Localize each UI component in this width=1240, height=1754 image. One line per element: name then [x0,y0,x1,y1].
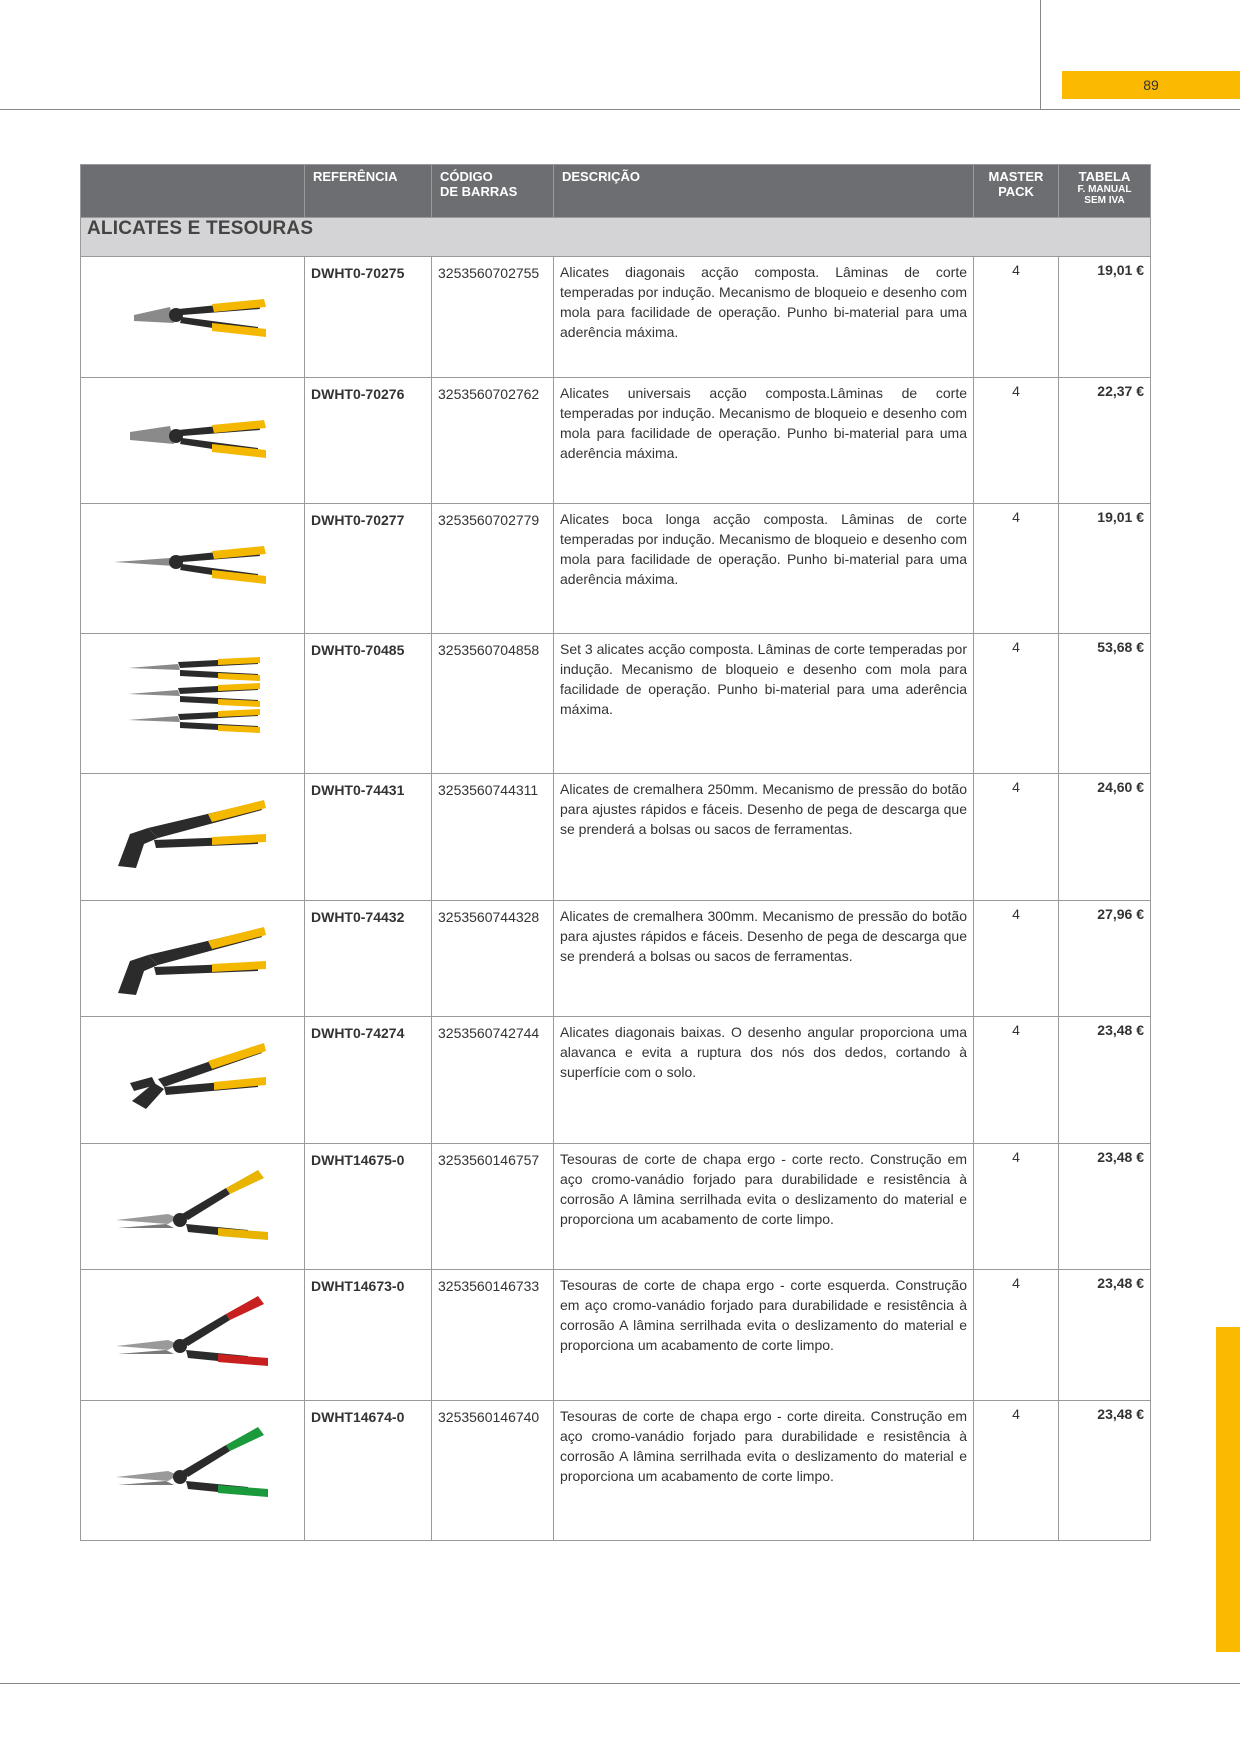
product-description: Alicates de cremalhera 300mm. Mecanismo de pressão do botão para ajustes rápidos e fáceis. Desenho de pega de descarga que se prenderá a bolsas ou sacos de ferramentas. [554,901,974,1017]
product-description: Tesouras de corte de chapa ergo - corte direita. Construção em aço cromo-vanádio forjado para durabilidade e resistência à corrosão A lâmina serrilhada evita o deslizamento do material e proporciona um acabamento de corte limpo. [554,1401,974,1541]
header-price: TABELA F. MANUAL SEM IVA [1059,165,1151,218]
table-row [81,1144,1151,1270]
product-price: 23,48 € [1059,1017,1151,1144]
product-reference: DWHT0-70276 [305,378,432,504]
product-description: Alicates diagonais baixas. O desenho angular proporciona uma alavanca e evita a ruptura dos nós dos dedos, cortando à superfície com o solo. [554,1017,974,1144]
product-description: Tesouras de corte de chapa ergo - corte esquerda. Construção em aço cromo-vanádio forjado para durabilidade e resistência à corrosão A lâmina serrilhada evita o deslizamento do material e proporciona um acabamento de corte limpo. [554,1270,974,1401]
pliers-set-icon [108,648,278,738]
product-image [81,257,305,378]
aviation-snips-icon [108,1284,278,1374]
product-image [81,378,305,504]
product-description: Alicates boca longa acção composta. Lâminas de corte temperadas por indução. Mecanismo de bloqueio e desenho com mola para facilidade de operação. Punho bi-material para uma aderência máxima. [554,504,974,634]
product-master-pack: 4 [974,774,1059,901]
product-price: 53,68 € [1059,634,1151,774]
table-row [81,774,1151,901]
product-description: Alicates diagonais acção composta. Lâminas de corte temperadas por indução. Mecanismo de bloqueio e desenho com mola para facilidade de operação. Punho bi-material para uma aderência máxima. [554,257,974,378]
header-reference: REFERÊNCIA [305,165,432,218]
universal-pliers-icon [108,392,278,482]
product-image [81,634,305,774]
groove-joint-pliers-icon [108,915,278,1005]
product-barcode: 3253560744328 [432,901,554,1017]
product-barcode: 3253560702762 [432,378,554,504]
section-title: ALICATES E TESOURAS [81,218,1151,257]
table-header-row [81,165,1151,218]
product-price: 24,60 € [1059,774,1151,901]
product-price: 27,96 € [1059,901,1151,1017]
product-description: Set 3 alicates acção composta. Lâminas de corte temperadas por indução. Mecanismo de bloqueio e desenho com mola para facilidade de operação. Punho bi-material para uma aderência máxima. [554,634,974,774]
table-row [81,378,1151,504]
header-barcode: CÓDIGO DE BARRAS [432,165,554,218]
product-image [81,901,305,1017]
header-divider [1040,0,1041,109]
table-row [81,901,1151,1017]
product-barcode: 3253560744311 [432,774,554,901]
product-master-pack: 4 [974,504,1059,634]
aviation-snips-icon [108,1415,278,1505]
product-barcode: 3253560146757 [432,1144,554,1270]
product-barcode: 3253560702779 [432,504,554,634]
long-nose-pliers-icon [108,518,278,608]
product-price: 22,37 € [1059,378,1151,504]
diagonal-pliers-icon [108,271,278,361]
table-row [81,1401,1151,1541]
header-image-col [81,165,305,218]
footer-rule [0,1683,1240,1684]
product-description: Alicates universais acção composta.Lâminas de corte temperadas por indução. Mecanismo de bloqueio e desenho com mola para facilidade de operação. Punho bi-material para uma aderência máxima. [554,378,974,504]
header-rule [0,109,1240,110]
header-master-pack: MASTER PACK [974,165,1059,218]
product-description: Tesouras de corte de chapa ergo - corte recto. Construção em aço cromo-vanádio forjado para durabilidade e resistência à corrosão A lâmina serrilhada evita o deslizamento do material e proporciona um acabamento de corte limpo. [554,1144,974,1270]
product-price: 23,48 € [1059,1401,1151,1541]
product-table [80,164,1151,1541]
product-reference: DWHT0-74431 [305,774,432,901]
product-image [81,1270,305,1401]
product-barcode: 3253560704858 [432,634,554,774]
product-reference: DWHT0-70485 [305,634,432,774]
product-image [81,1401,305,1541]
product-master-pack: 4 [974,901,1059,1017]
product-image [81,1017,305,1144]
product-master-pack: 4 [974,634,1059,774]
product-price: 23,48 € [1059,1270,1151,1401]
product-price: 23,48 € [1059,1144,1151,1270]
product-reference: DWHT14675-0 [305,1144,432,1270]
product-master-pack: 4 [974,378,1059,504]
product-master-pack: 4 [974,1270,1059,1401]
table-row [81,634,1151,774]
product-master-pack: 4 [974,1144,1059,1270]
product-reference: DWHT14674-0 [305,1401,432,1541]
product-barcode: 3253560702755 [432,257,554,378]
header-description: DESCRIÇÃO [554,165,974,218]
table-row [81,257,1151,378]
product-reference: DWHT0-74432 [305,901,432,1017]
groove-joint-pliers-icon [108,788,278,878]
aviation-snips-icon [108,1158,278,1248]
product-barcode: 3253560742744 [432,1017,554,1144]
product-barcode: 3253560146740 [432,1401,554,1541]
product-reference: DWHT0-70275 [305,257,432,378]
product-barcode: 3253560146733 [432,1270,554,1401]
product-description: Alicates de cremalhera 250mm. Mecanismo de pressão do botão para ajustes rápidos e fáceis. Desenho de pega de descarga que se prenderá a bolsas ou sacos de ferramentas. [554,774,974,901]
table-row [81,1017,1151,1144]
product-reference: DWHT0-74274 [305,1017,432,1144]
table-row [81,1270,1151,1401]
side-tab [1216,1327,1240,1652]
product-image [81,1144,305,1270]
product-master-pack: 4 [974,257,1059,378]
table-row [81,504,1151,634]
product-image [81,504,305,634]
flush-cutter-icon [108,1031,278,1121]
product-reference: DWHT0-70277 [305,504,432,634]
page-number: 89 [1062,71,1240,99]
product-price: 19,01 € [1059,504,1151,634]
product-price: 19,01 € [1059,257,1151,378]
section-row [81,218,1151,257]
product-master-pack: 4 [974,1401,1059,1541]
product-master-pack: 4 [974,1017,1059,1144]
product-reference: DWHT14673-0 [305,1270,432,1401]
product-image [81,774,305,901]
